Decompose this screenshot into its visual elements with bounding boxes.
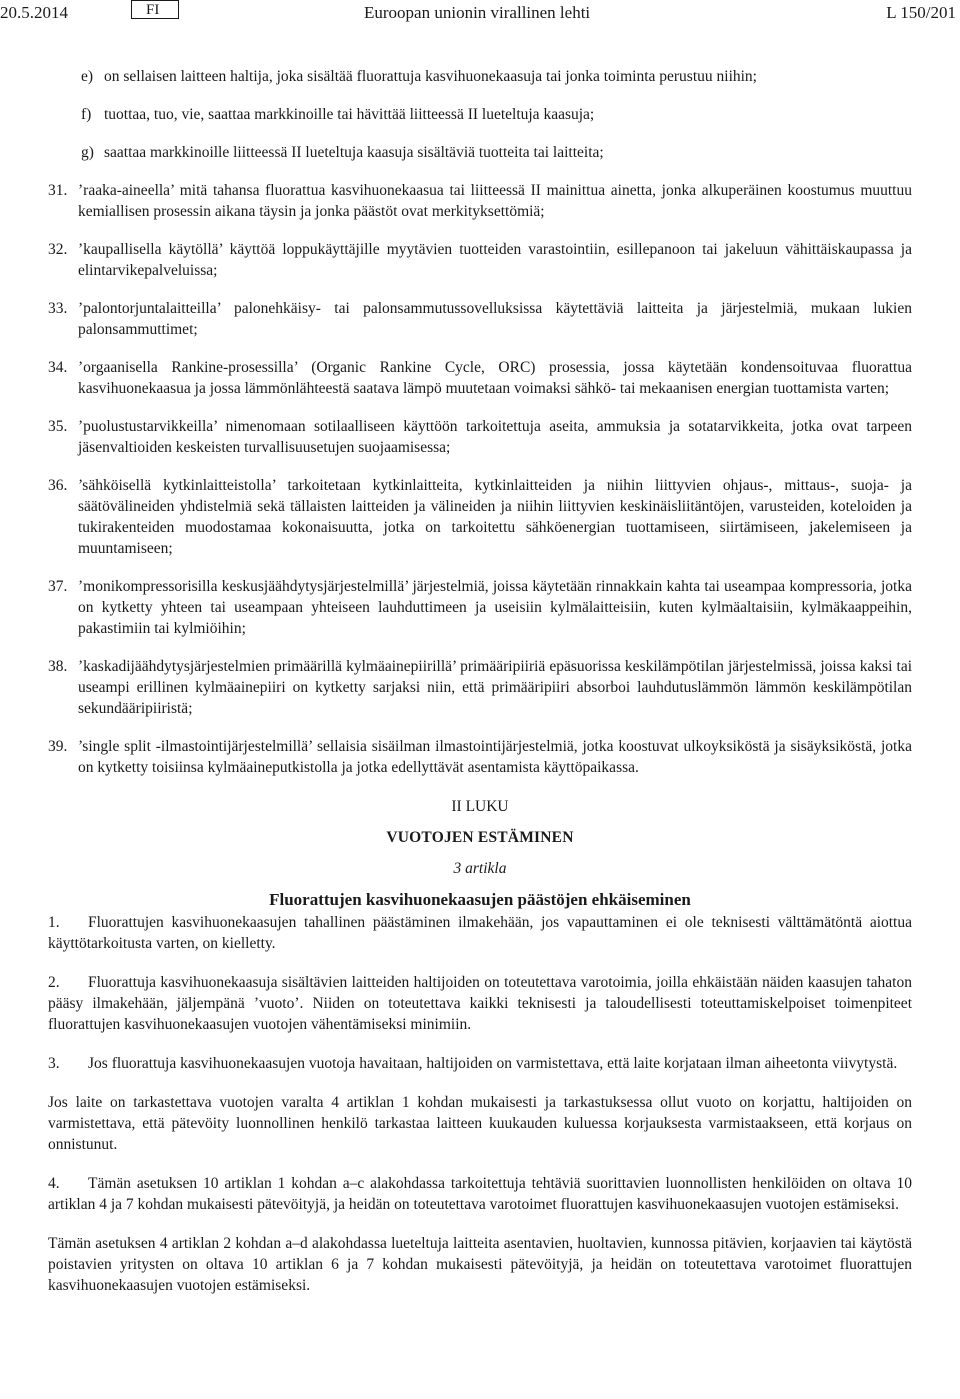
document-body	[48, 66, 912, 1314]
list-item	[48, 104, 912, 125]
definition-number: 33.	[48, 300, 68, 317]
item-label: g)	[81, 144, 94, 161]
definition-item	[48, 239, 912, 281]
paragraph-number: 3.	[48, 1055, 60, 1072]
article-subparagraph	[48, 1233, 912, 1296]
paragraph-text: Fluorattujen kasvihuonekaasujen tahallinen päästäminen ilmakehään, jos vapauttaminen ei ole teknisesti välttämätöntä aiottua käyttötarkoitusta varten, on kielletty.	[48, 914, 912, 952]
paragraph-number: 4.	[48, 1175, 60, 1192]
journal-title: Euroopan unionin virallinen lehti	[364, 3, 591, 22]
list-item	[48, 142, 912, 163]
definition-text: ’raaka-aineella’ mitä tahansa fluorattua kasvihuonekaasua tai liitteessä II mainittua ainetta, jonka alkuperäinen koostumus muuttuu kemiallisen prosessin aikana täysin ja jonka päästöt ovat merkityksettömiä;	[78, 182, 912, 220]
paragraph-text: Fluorattuja kasvihuonekaasuja sisältävien laitteiden haltijoiden on toteutettava varotoimia, joilla ehkäistään näiden kaasujen tahaton pääsy ilmakehään, jäljempänä ’vuoto’. Niiden on toteutettava kaikki teknisesti ja taloudellisesti toteuttamiskelpoiset toimenpiteet fluorattujen kasvihuonekaasujen vuotojen vähentämiseksi minimiin.	[48, 974, 912, 1033]
page-header	[0, 0, 960, 28]
item-label: f)	[81, 106, 92, 123]
paragraph-text: Tämän asetuksen 10 artiklan 1 kohdan a–c alakohdassa tarkoitettuja tehtäviä suorittavien luonnollisten henkilöiden on oltava 10 artiklan 4 ja 7 kohdan mukaisesti pätevöityjä, ja heidän on toteutettava varotoimet fluorattujen kasvihuonekaasujen vuotojen estämiseksi.	[48, 1175, 912, 1213]
list-item	[48, 66, 912, 87]
chapter-number: II LUKU	[451, 798, 509, 815]
definition-text: ’sähköisellä kytkinlaitteistolla’ tarkoitetaan kytkinlaitteita, kytkinlaitteiden ja niihin liittyvien ohjaus-, mittaus-, suoja- ja säätövälineiden yhdistelmiä sekä tällaisten laitteiden ja välineiden ja niihin liittyvien keskinäisliitäntöjen, varusteiden, koteloiden ja tukirakenteiden muodostamaa kokonaisuutta, jotka on tarkoitettu sähköenergian tuottamiseen, siirtämiseen, jakelemiseen ja muuntamiseen;	[78, 477, 912, 557]
definition-item	[48, 357, 912, 399]
definition-number: 31.	[48, 182, 68, 199]
definition-number: 32.	[48, 241, 68, 258]
definition-item	[48, 298, 912, 340]
definition-text: ’kaupallisella käytöllä’ käyttöä loppukäyttäjille myytävien tuotteiden varastointiin, esillepanoon tai jakeluun vähittäiskaupassa ja elintarvikepalveluissa;	[78, 241, 912, 279]
language-badge: FI	[131, 0, 179, 19]
paragraph-text: Tämän asetuksen 4 artiklan 2 kohdan a–d alakohdassa lueteltuja laitteita asentavien, huoltavien, kunnossa pitävien, korjaavien tai käytöstä poistavien yritysten on oltava 10 artiklan 6 ja 7 kohdan mukaisesti pätevöityjä, ja heidän on toteutettava varotoimet fluorattujen kasvihuonekaasujen vuotojen estämiseksi.	[48, 1235, 912, 1294]
definition-number: 39.	[48, 738, 68, 755]
definition-item	[48, 656, 912, 719]
article-title: Fluorattujen kasvihuonekaasujen päästöjen ehkäiseminen	[269, 890, 691, 909]
item-text: tuottaa, tuo, vie, saattaa markkinoille tai hävittää liitteessä II lueteltuja kaasuja;	[104, 106, 595, 123]
definition-text: ’kaskadijäähdytysjärjestelmien primäärillä kylmäainepiirillä’ primääripiiriä epäsuorissa keskilämpötilan järjestelmissä, joissa kaksi tai useampi erillinen kylmäainepiiri on kytketty sarjaksi niin, että primääripiiri absorboi lauhdutuslämmön lämmön keskilämpötilan sekundääripiiristä;	[78, 658, 912, 717]
item-label: e)	[81, 68, 94, 85]
article-paragraph	[48, 1173, 912, 1215]
article-number: 3 artikla	[453, 860, 507, 877]
item-text: on sellaisen laitteen haltija, joka sisältää fluorattuja kasvihuonekaasuja tai jonka toiminta perustuu niihin;	[104, 68, 757, 85]
definition-text: ’monikompressorisilla keskusjäähdytysjärjestelmillä’ järjestelmiä, joissa käytetään rinnakkain kahta tai useampaa kompressoria, jotka on kytketty yhteen tai useampaan yhteiseen lauhduttimeen ja useisiin kylmälaitteisiin, kuten kylmäaltaisiin, kylmäkaappeihin, pakastimiin tai kylmiöihin;	[78, 578, 912, 637]
paragraph-text: Jos fluorattuja kasvihuonekaasujen vuotoja havaitaan, haltijoiden on varmistettava, että laite korjataan ilman aiheetonta viivytystä.	[88, 1055, 898, 1072]
chapter-title: VUOTOJEN ESTÄMINEN	[386, 829, 574, 846]
article-paragraph	[48, 912, 912, 954]
definition-text: ’puolustustarvikkeilla’ nimenomaan sotilaalliseen käyttöön tarkoitettuja aseita, ammuksia ja sotatarvikkeita, jotka ovat tarpeen jäsenvaltioiden keskeisten turvallisuusetujen suojaamisessa;	[78, 418, 912, 456]
definition-text: ’palontorjuntalaitteilla’ palonehkäisy- tai palonsammutussovelluksissa käytettäviä laitteita ja järjestelmiä, mukaan lukien palonsammuttimet;	[78, 300, 912, 338]
definition-text: ’orgaanisella Rankine-prosessilla’ (Organic Rankine Cycle, ORC) prosessia, jossa käytetään kondensoituvaa fluorattua kasvihuonekaasua ja jossa lämmönlähteestä saatava lämpö muutetaan voimaksi sähkö- tai mekaanisen energian tuottamista varten;	[78, 359, 912, 397]
definition-number: 38.	[48, 658, 68, 675]
definition-number: 34.	[48, 359, 68, 376]
definition-number: 37.	[48, 578, 68, 595]
definition-text: ’single split -ilmastointijärjestelmillä’ sellaisia sisäilman ilmastointijärjestelmiä, jotka koostuvat ulkoyksiköstä ja sisäyksiköstä, jotka on kytketty toisiinsa kylmäaineputkistolla ja jotka edellyttävät asentamista käyttöpaikassa.	[78, 738, 912, 776]
definition-item	[48, 180, 912, 222]
definition-item	[48, 576, 912, 639]
definition-number: 36.	[48, 477, 68, 494]
paragraph-number: 2.	[48, 974, 60, 991]
paragraph-number: 1.	[48, 914, 60, 931]
article-paragraph	[48, 1053, 912, 1074]
page-reference: L 150/201	[886, 3, 956, 22]
paragraph-text: Jos laite on tarkastettava vuotojen varalta 4 artiklan 1 kohdan mukaisesti ja tarkastuksessa ollut vuoto on korjattu, haltijoiden on varmistettava, että pätevöity luonnollinen henkilö tarkastaa laitteen kuukauden kuluessa korjauksesta varmistaakseen, että korjaus on onnistunut.	[48, 1094, 912, 1153]
item-text: saattaa markkinoille liitteessä II lueteltuja kaasuja sisältäviä tuotteita tai laitteita;	[104, 144, 604, 161]
publication-date: 20.5.2014	[0, 3, 68, 22]
definition-item	[48, 475, 912, 559]
definition-item	[48, 416, 912, 458]
definition-item	[48, 736, 912, 778]
definition-number: 35.	[48, 418, 68, 435]
article-subparagraph	[48, 1092, 912, 1155]
article-paragraph	[48, 972, 912, 1035]
